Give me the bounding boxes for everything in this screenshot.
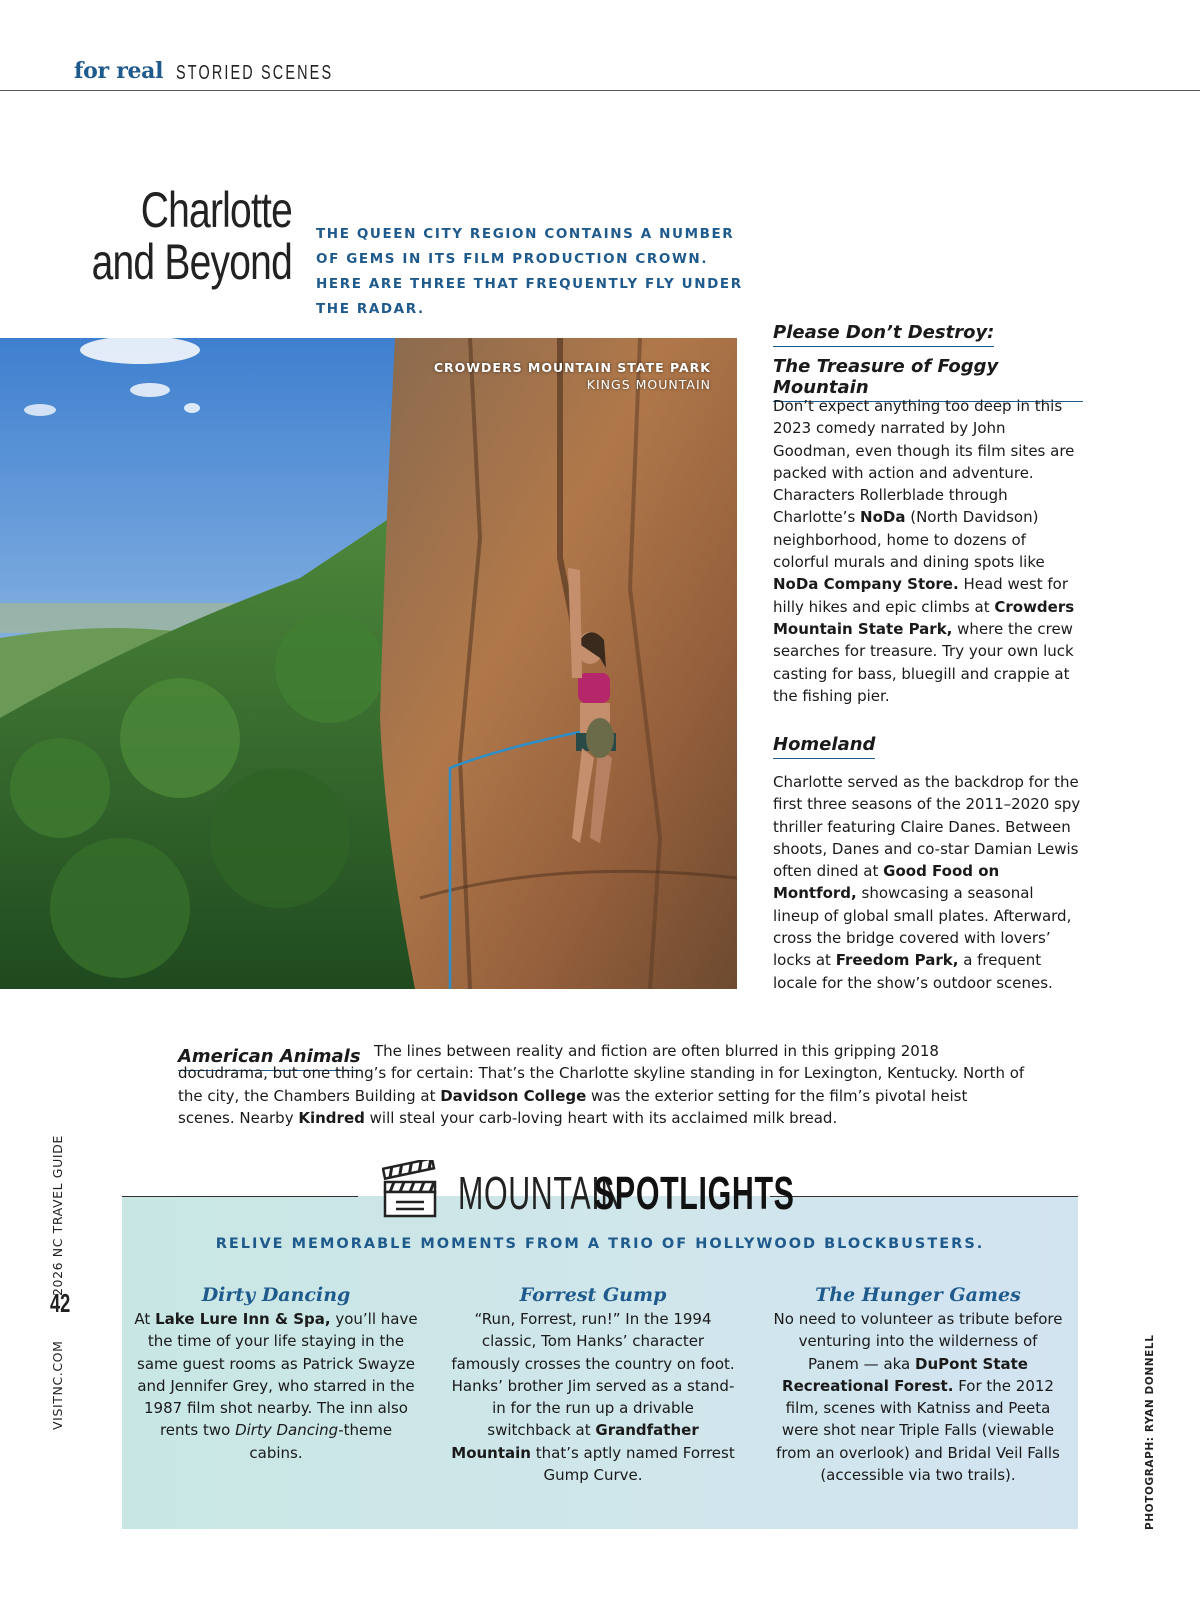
body-text: will steal your carb-loving heart with its acclaimed milk bread.: [364, 1108, 838, 1127]
side-footer-left: [50, 1110, 65, 1430]
page-title-line1: Charlotte: [140, 182, 292, 238]
body-text: At: [134, 1310, 156, 1328]
bold-place-name: Good Food on Montford,: [773, 862, 1000, 903]
spotlight-column-body: [448, 1308, 738, 1486]
spotlight-column-heading: Forrest Gump: [519, 1284, 667, 1306]
spotlight-column-hunger-games: [773, 1284, 1063, 1486]
body-text: where the crew searches for treasure. Try your own luck casting for bass, bluegill and crappie at the fishing pier.: [773, 619, 1074, 705]
film3-body: [178, 1040, 1028, 1129]
film3-heading: American Animals: [178, 1046, 361, 1071]
spotlight-column-dirty-dancing: [131, 1284, 421, 1464]
body-text: was the exterior setting for the film’s pivotal heist scenes. Nearby: [178, 1086, 968, 1127]
spotlight-rule-right: [770, 1196, 1078, 1197]
film1-heading: [773, 322, 1083, 402]
bold-place-name: NoDa Company Store.: [773, 575, 959, 594]
photo-caption-location: CROWDERS MOUNTAIN STATE PARK: [433, 360, 711, 375]
clapperboard-icon: [382, 1160, 438, 1220]
bold-place-name: Crowders Mountain State Park,: [773, 597, 1075, 638]
spotlight-rule-left: [122, 1196, 358, 1197]
bold-place-name: NoDa: [860, 508, 906, 527]
bold-place-name: Lake Lure Inn & Spa,: [155, 1310, 331, 1328]
site-url: VISITNC.COM: [50, 1340, 65, 1430]
bold-place-name: Davidson College: [440, 1086, 587, 1105]
body-text: Don’t expect anything too deep in this 2023 comedy narrated by John Goodman, even though its film sites are packed with action and adventure. Characters Rollerblade through Charlotte’s: [773, 397, 1075, 527]
body-text: The lines between reality and fiction are often blurred in this gripping 2018 docudrama, but one thing’s for certain: That’s the Charlotte skyline standing in for Lexington, Kentucky. North of the city, the Chambers Building at: [178, 1042, 1025, 1105]
body-text: -theme cabins.: [249, 1421, 393, 1462]
italic-title: Dirty Dancing: [235, 1421, 339, 1440]
film1-heading-line1: Please Don’t Destroy:: [773, 322, 994, 347]
body-text: showcasing a seasonal lineup of global small plates. Afterward, cross the bridge covered with lovers’ locks at: [773, 884, 1072, 970]
bold-place-name: Grandfather Mountain: [451, 1421, 699, 1462]
page-title-line2: and Beyond: [91, 234, 293, 290]
brand-logo: for real: [74, 58, 164, 84]
body-text: Charlotte served as the backdrop for the first three seasons of the 2011–2020 spy thriller featuring Claire Danes. Between shoots, Danes and co-star Damian Lewis often dined at: [773, 773, 1081, 881]
page-title: [32, 184, 292, 288]
spotlight-column-body: [131, 1308, 421, 1464]
bold-place-name: Kindred: [298, 1108, 365, 1127]
film2-body: [773, 771, 1083, 994]
body-text: (North Davidson) neighborhood, home to dozens of colorful murals and dining spots like: [773, 508, 1045, 572]
header-divider: [0, 90, 1200, 91]
spotlight-column-heading: The Hunger Games: [815, 1284, 1021, 1306]
film3-body-text: [178, 1042, 1024, 1127]
film1-body: [773, 395, 1083, 707]
body-text: a frequent locale for the show’s outdoor scenes.: [773, 951, 1053, 992]
film2-heading-wrap: [773, 734, 1083, 759]
body-text: you’ll have the time of your life staying in the same guest rooms as Patrick Swayze and Jennifer Grey, who starred in the 1987 film shot nearby. The inn also rents two: [137, 1310, 418, 1440]
section-label: STORIED SCENES: [176, 62, 334, 84]
climber-photo: [0, 338, 737, 989]
guide-name: 2026 NC TRAVEL GUIDE: [50, 1135, 65, 1296]
bold-place-name: DuPont State Recreational Forest.: [782, 1354, 1028, 1395]
spotlight-deck: RELIVE MEMORABLE MOMENTS FROM A TRIO OF HOLLYWOOD BLOCKBUSTERS.: [215, 1236, 985, 1252]
film1-heading-line2: The Treasure of Foggy Mountain: [773, 356, 1083, 402]
bold-place-name: Freedom Park,: [835, 951, 959, 970]
body-text: No need to volunteer as tribute before venturing into the wilderness of Panem — aka: [773, 1310, 1063, 1373]
photo-credit: PHOTOGRAPH: RYAN DONNELL: [1144, 1334, 1156, 1530]
spotlight-title-light: MOUNTAIN: [458, 1167, 623, 1219]
body-text: For the 2012 film, scenes with Katniss and Peeta were shot near Triple Falls (viewable from an overlook) and Bridal Veil Falls (accessible via two trails).: [776, 1376, 1060, 1485]
spotlight-column-forrest-gump: [448, 1284, 738, 1486]
spotlight-column-heading: Dirty Dancing: [201, 1284, 351, 1306]
climber-photo-illustration: [0, 338, 737, 989]
body-text: that’s aptly named Forrest Gump Curve.: [530, 1443, 735, 1485]
body-text: “Run, Forrest, run!” In the 1994 classic, Tom Hanks’ character famously crosses the country on foot. Hanks’ brother Jim served as a stand-in for the run up a drivable switchback at: [451, 1310, 735, 1440]
title-deck: THE QUEEN CITY REGION CONTAINS A NUMBER OF GEMS IN ITS FILM PRODUCTION CROWN. HERE ARE THREE THAT FREQUENTLY FLY UNDER THE RADAR.: [316, 226, 743, 317]
page-number: 42: [50, 1288, 71, 1318]
spotlight-title-bold: SPOTLIGHTS: [594, 1167, 795, 1219]
body-text: Head west for hilly hikes and epic climbs at: [773, 575, 1069, 616]
spotlight-column-body: [773, 1308, 1063, 1486]
photo-caption-city: KINGS MOUNTAIN: [586, 377, 711, 392]
film2-heading: Homeland: [773, 734, 875, 759]
